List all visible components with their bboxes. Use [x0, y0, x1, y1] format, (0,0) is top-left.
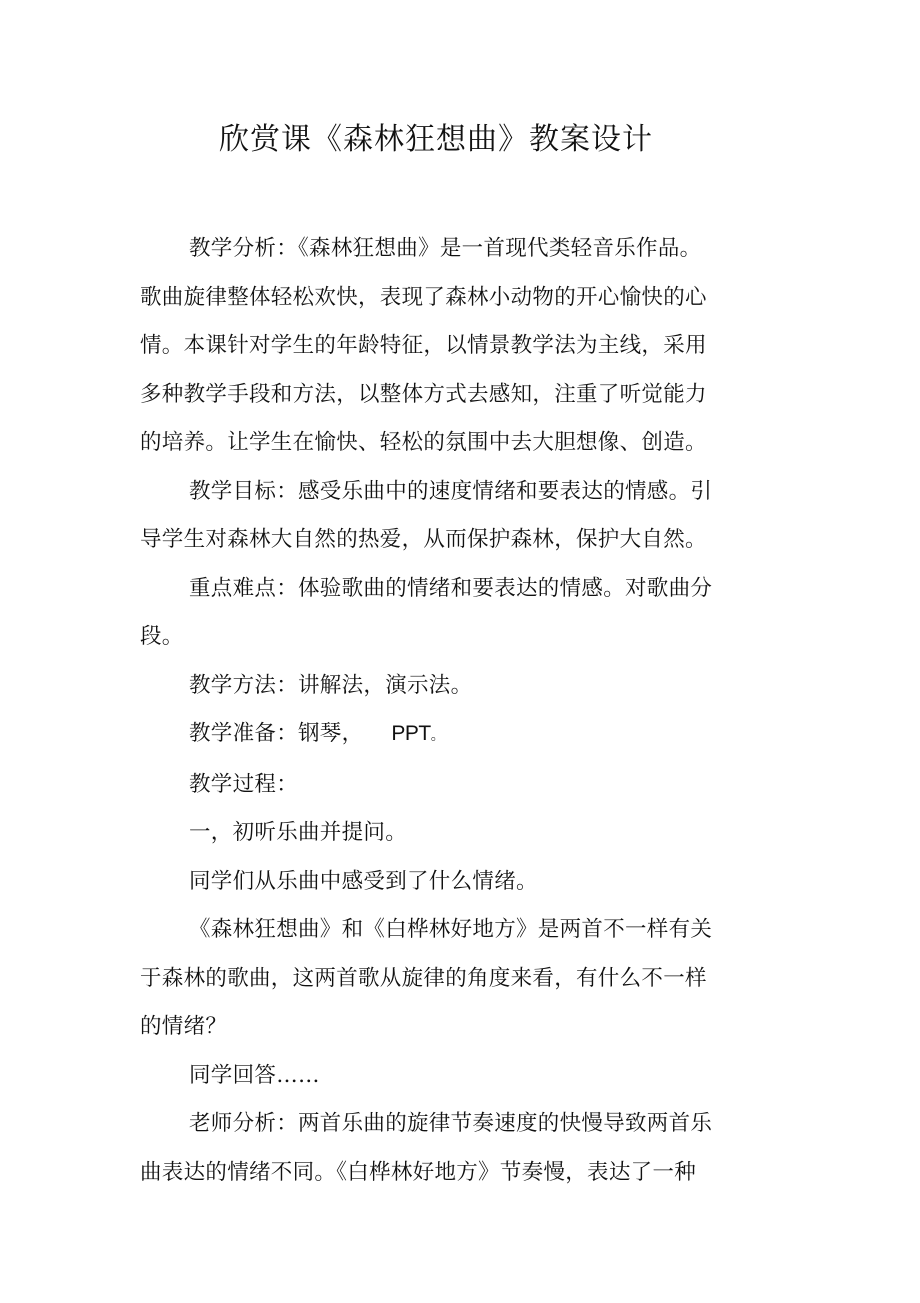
text-line: 教学过程：: [189, 771, 299, 797]
paragraph-question: [140, 858, 720, 907]
text-line: 一，初听乐曲并提问。: [189, 820, 408, 845]
preparation-ppt: PPT: [391, 722, 431, 745]
text-line: 情。本课针对学生的年龄特征，以情景教学法为主线，采用: [140, 333, 707, 358]
paragraph-process-heading: [140, 761, 720, 810]
preparation-prefix: 教学准备：钢琴，: [189, 721, 364, 746]
text-line: 老师分析：两首乐曲的旋律节奏速度的快慢导致两首乐: [189, 1111, 713, 1136]
text-line: 《森林狂想曲》和《白桦林好地方》是两首不一样有关: [189, 917, 713, 942]
document-title: 欣赏课《森林狂想曲》教案设计: [219, 122, 653, 157]
text-line: 的情绪？: [140, 1014, 228, 1039]
text-line: [140, 710, 720, 761]
text-line: 曲表达的情绪不同。《白桦林好地方》节奏慢，表达了一种: [140, 1159, 697, 1185]
text-line: 重点难点：体验歌曲的情绪和要表达的情感。对歌曲分: [189, 575, 713, 601]
paragraph-key-points: [140, 565, 720, 662]
text-line: 歌曲旋律整体轻松欢快，表现了森林小动物的开心愉快的心: [140, 284, 707, 310]
paragraph-objectives: [140, 468, 720, 565]
text-line: 多种教学手段和方法，以整体方式去感知，注重了听觉能力: [140, 381, 707, 407]
document-body: [140, 225, 720, 1197]
paragraph-student-answer: [140, 1052, 720, 1101]
text-line: 的培养。让学生在愉快、轻松的氛围中去大胆想像、创造。: [140, 430, 707, 455]
text-line: 于森林的歌曲，这两首歌从旋律的角度来看，有什么不一样: [140, 965, 707, 991]
paragraph-methods: [140, 662, 720, 711]
preparation-suffix: 。: [430, 728, 446, 744]
paragraph-step-one: [140, 809, 720, 858]
paragraph-comparison: [140, 906, 720, 1052]
paragraph-analysis: [140, 225, 720, 468]
paragraph-preparation: [140, 710, 720, 761]
text-line: 段。: [140, 624, 184, 649]
text-line: 教学目标：感受乐曲中的速度情绪和要表达的情感。引: [189, 478, 713, 504]
text-line: 同学们从乐曲中感受到了什么情绪。: [189, 868, 538, 894]
text-line: 教学方法：讲解法，演示法。: [189, 672, 473, 698]
text-line: 同学回答……: [189, 1062, 320, 1088]
text-line: 导学生对森林大自然的热爱，从而保护森林，保护大自然。: [140, 527, 707, 552]
paragraph-teacher-analysis: [140, 1100, 720, 1197]
text-line: 教学分析：《森林狂想曲》是一首现代类轻音乐作品。: [189, 236, 702, 261]
